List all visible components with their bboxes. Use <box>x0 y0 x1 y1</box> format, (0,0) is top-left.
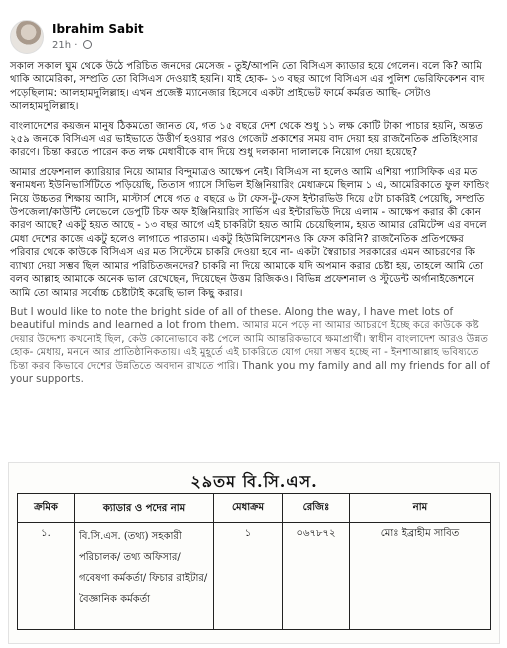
post-header <box>10 20 490 56</box>
post-time[interactable]: 21h <box>52 40 72 51</box>
attached-image[interactable] <box>8 462 500 644</box>
author-name[interactable]: Ibrahim Sabit <box>52 22 144 36</box>
table-row <box>18 523 491 630</box>
header-serial: ক্রমিক <box>18 494 75 523</box>
cell-reg: ০৬৭৮৭২ <box>283 523 350 630</box>
cell-merit: ১ <box>214 523 283 630</box>
record-table <box>17 493 491 630</box>
cell-cadre: বি.সি.এস. (তথ্য) সহকারী পরিচালক/ তথ্য অফিসার/ গবেষণা কর্মকর্তা/ ফিচার রাইটার/ বৈজ্ঞানিক কর্মকর্তা <box>75 523 214 630</box>
avatar[interactable] <box>10 20 44 54</box>
post-paragraph: বাংলাদেশের কয়জন মানুষ ঠিকমতো জানত যে, গত ১৫ বছরে দেশ থেকে শুধু ১১ লক্ষ কোটি টাকা পাচার হয়নি, অন্তত ২৫৯ জনকে বিসিএস এর ভাইভাতে উত্তীর্ণ হওয়ার পরও গেজেট প্রকাশের সময় বাদ দেয়া হয় রাজনৈতিক প্রতিহিংসার কারণে। চিন্তা করতে পারেন কত লক্ষ মেধাবীকে বাদ দিয়ে শুধু দলকানা দালালকে নিয়োগ দেয়া হয়েছে? <box>10 120 483 159</box>
post-paragraph: But I would like to note the bright side of all of these. Along the way, I have met lots of beautiful minds and learned a lot from them. আমার মনে পড়ে না আমার আচরণে ইচ্ছে করে কাউকে কষ্ট দেয়ার উদ্দেশ্য কখনোই ছিল, কেউ কোনোভাবে কষ্ট পেলে আমি আন্তরিকভাবে ক্ষমাপ্রার্থী। স্বাধীন বাংলাদেশ আরও উন্নত হোক- মেধায়, মননে আর প্রাতিষ্ঠানিকতায়। এই মুহূর্তে এই চাকরিতে যোগ দেয়া সম্ভব হচ্ছে না - ইনশাআল্লাহ ভবিষ্যতে চিন্তা করব কিভাবে দেশের উন্নতিতে অবদান রাখতে পারি। Thank you my family and all my friends for all of your supports. <box>10 306 490 385</box>
table-header-row <box>18 494 491 523</box>
header-cadre: ক্যাডার ও পদের নাম <box>75 494 214 523</box>
header-merit: মেধাক্রম <box>214 494 283 523</box>
meta-separator: · <box>74 40 78 51</box>
post-paragraph: সকাল সকাল ঘুম থেকে উঠে পরিচিত জনদের মেসেজ - তুই/আপনি তো বিসিএস ক্যাডার হয়ে গেলেন। বলে কি? আমি থাকি আমেরিকা, সম্প্রতি তো বিসিএস দেওয়াই হয়নি। যাই হোক- ১৩ বছর আগে বিসিএস এর পুলিশ ভেরিফিকেশন বাদ পড়েছিলাম: আলহামদুলিল্লাহ। এখন প্রজেক্ট ম্যানেজার হিসেবে একটা প্রাইভেট ফার্মে কর্মরত আছি- সেটাও আলহামদুলিল্লাহ। <box>10 61 485 113</box>
header-name: নাম <box>350 494 491 523</box>
cell-serial: ১. <box>18 523 75 630</box>
post-meta <box>52 40 92 51</box>
record-title: ২৯তম বি.সি.এস. <box>190 472 318 491</box>
post-paragraph: আমার প্রফেশনাল ক্যারিয়ার নিয়ে আমার বিন্দুমাত্রও আক্ষেপ নেই। বিসিএস না হলেও আমি এশিয়া প্যাসিফিক এর মত স্বনামধন্য ইউনিভার্সিটিতে পড়িয়েছি, তিতাস গ্যাসে সিভিল ইঞ্জিনিয়ারিং মেধাক্রমে ছিলাম ১ এ, আমেরিকাতে ফুল ফান্ডিং নিয়ে উচ্চতর শিক্ষায় আসি, মাস্টার্স শেষে গত ৫ বছরে ৬ টা ফেস-টু-ফেস ইন্টারভিউ দিয়ে ৫টা চাকরিই পেয়েছি, সম্প্রতি উপজেলা/কাউন্টি লেভেলে ডেপুটি চিফ অফ ইঞ্জিনিয়ারিং সার্ভিস এর ইন্টারভিউ দিয়ে এলাম - আক্ষেপ করার কী কোন কারণ আছে? একটু হয়ত আছে - ১৩ বছর আগে এই চাকরিটা হয়ত আমি চেয়েছিলাম, হয়ত আমার রেমিটেন্স এর বদলে মেধা দেশের কাজে একটু হলেও লাগাতে পারতাম। একটু হিউমিলিয়েশনও কি ফেস করিনি? রাজনৈতিক প্রতিপক্ষের পরিবার থেকে কাউকে বিসিএস এর মত সিস্টেমে চাকরি দেওয়া হবে না- একটা স্বৈরাচার সরকারের এমন আচরণের কি ব্যাখ্যা দেয়া সম্ভব ছিল আমার পরিচিতজনদের? চাকরি না দিয়ে আমাকে যদি অপমান করার চেষ্টা হয়, তাহলে আমি তো বলব আল্লাহ আমাকে অনেক ভাল রেখেছেন, দিয়েছেন উত্তম রিজিকও। বিভিন্ন প্রফেশনাল ও স্টুডেন্ট অর্গানাইজেশনে আমি তো আমার সর্বোচ্চ চেষ্টাটাই করেছি ভাল কিছু করার। <box>10 166 490 299</box>
post-body <box>10 60 496 392</box>
header-reg: রেজিঃ <box>283 494 350 523</box>
cell-name: মোঃ ইব্রাহীম সাবিত <box>350 523 491 630</box>
globe-icon <box>83 40 92 49</box>
